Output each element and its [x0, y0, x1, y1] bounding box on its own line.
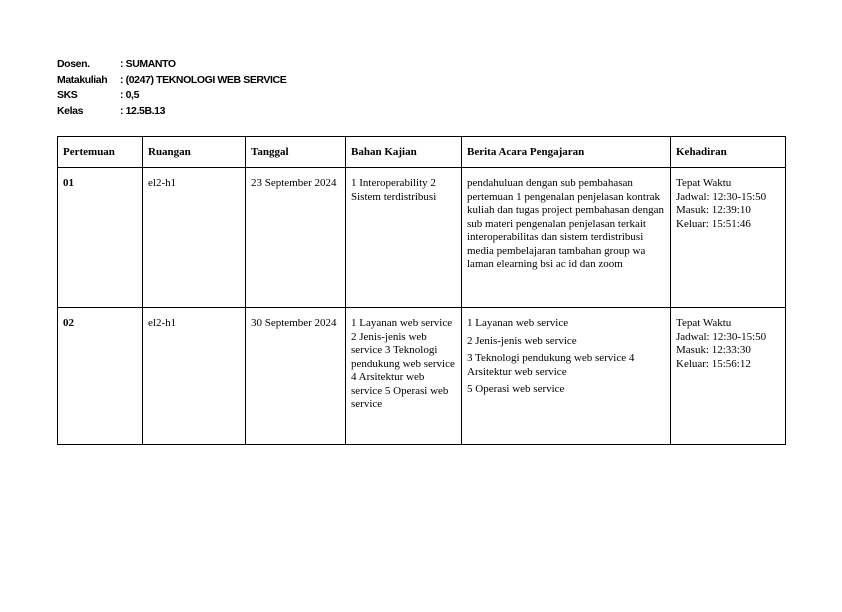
- berita-acara-text: 2 Jenis-jenis web service: [467, 334, 577, 347]
- col-header-ruangan: Ruangan: [143, 137, 246, 168]
- bahan-kajian-cell: 1 Interoperability 2 Sistem terdistribusi: [346, 168, 462, 308]
- pertemuan-cell: 01: [58, 168, 143, 308]
- berita-acara-text: 3 Teknologi pendukung web service 4 Arsitektur web service: [467, 352, 635, 378]
- col-header-pertemuan: Pertemuan: [58, 137, 143, 168]
- kehadiran-keluar: Keluar: 15:56:12: [676, 357, 751, 370]
- matakuliah-value: : (0247) TEKNOLOGI WEB SERVICE: [120, 73, 287, 86]
- kehadiran-status: Tepat Waktu: [676, 177, 732, 189]
- ruangan-cell: el2-h1: [143, 308, 246, 445]
- table-header-row: [58, 137, 786, 168]
- bahan-kajian-cell: 1 Layanan web service 2 Jenis-jenis web service 3 Teknologi pendukung web service 4 Arsitektur web service 5 Operasi web service: [346, 308, 462, 445]
- kehadiran-jadwal: Jadwal: 12:30-15:50: [676, 190, 767, 203]
- dosen-value: : SUMANTO: [120, 58, 176, 70]
- sks-row: [57, 88, 286, 104]
- table-row: [58, 308, 786, 445]
- berita-acara-text: pendahuluan dengan sub pembahasan pertemuan 1 pengenalan penjelasan kontrak kuliah dan tugas project pembahasan dengan sub materi pengenalan penjelasan terkait interoperabilitas dan sistem terdistribusi media pembelajaran tambahan group wa laman elearning bsi ac id dan zoom: [467, 177, 665, 270]
- kehadiran-status: Tepat Waktu: [676, 317, 732, 329]
- kelas-value: : 12.5B.13: [120, 104, 166, 117]
- kelas-label: Kelas: [57, 104, 84, 117]
- kelas-row: [57, 104, 286, 120]
- col-header-bahan-kajian: Bahan Kajian: [346, 137, 462, 168]
- col-header-tanggal: Tanggal: [246, 137, 346, 168]
- sks-label: SKS: [57, 89, 78, 101]
- col-header-berita-acara: Berita Acara Pengajaran: [462, 137, 671, 168]
- berita-acara-text: 5 Operasi web service: [467, 383, 565, 395]
- berita-acara-cell: [462, 168, 671, 308]
- table-row: [58, 168, 786, 308]
- kehadiran-keluar: Keluar: 15:51:46: [676, 217, 751, 230]
- berita-acara-text: 1 Layanan web service: [467, 317, 569, 329]
- tanggal-cell: 23 September 2024: [246, 168, 346, 308]
- matakuliah-row: [57, 73, 286, 89]
- ruangan-cell: el2-h1: [143, 168, 246, 308]
- berita-acara-cell: [462, 308, 671, 445]
- kehadiran-cell: [671, 168, 786, 308]
- dosen-row: [57, 57, 286, 73]
- dosen-label: Dosen.: [57, 58, 90, 70]
- attendance-table: [57, 136, 786, 445]
- pertemuan-cell: 02: [58, 308, 143, 445]
- tanggal-cell: 30 September 2024: [246, 308, 346, 445]
- col-header-kehadiran: Kehadiran: [671, 137, 786, 168]
- document-header: [57, 57, 286, 119]
- kehadiran-masuk: Masuk: 12:33:30: [676, 344, 751, 356]
- kehadiran-cell: [671, 308, 786, 445]
- matakuliah-label: Matakuliah: [57, 73, 108, 86]
- kehadiran-masuk: Masuk: 12:39:10: [676, 204, 751, 216]
- sks-value: : 0,5: [120, 89, 140, 101]
- kehadiran-jadwal: Jadwal: 12:30-15:50: [676, 330, 767, 343]
